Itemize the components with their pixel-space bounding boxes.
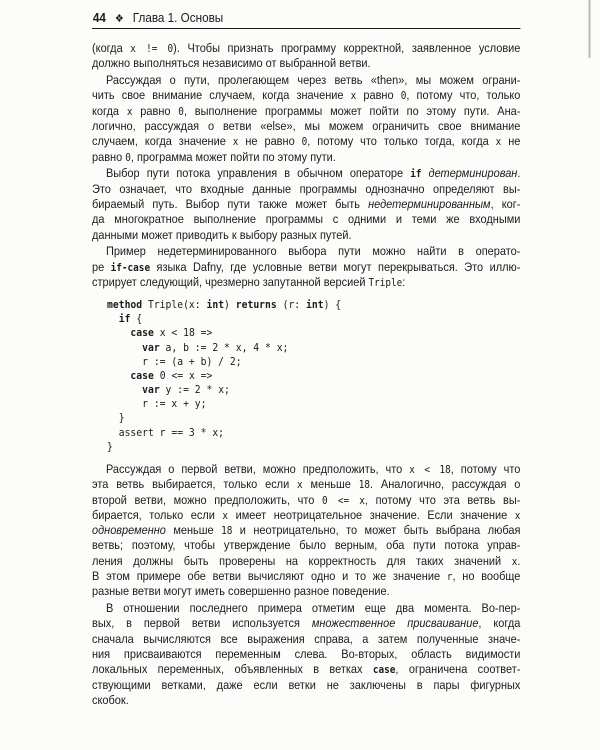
code-token [107,383,142,396]
text-run: сначала вычисляются все выражения справа, а затем полученные значе- [92,631,521,646]
code-token: r := x + y; [107,397,207,411]
code-line [107,383,520,397]
emphasis: недетерминированным [368,196,491,211]
text-run: Выбор пути потока управления в обычном операторе [105,166,411,181]
chapter-title: Глава 1. Основы [132,10,224,25]
code-token: } [107,411,125,425]
text-line [92,166,520,181]
code-line [107,341,520,355]
text-run: , потому что, только [406,88,521,103]
text-line [92,134,520,149]
text-line [92,647,520,662]
text-run: меньше [165,523,222,538]
text-line [92,41,520,56]
text-line [92,260,520,275]
paragraph [92,244,520,290]
text-line [92,632,520,647]
text-run: : [402,274,406,289]
code-token [107,312,119,325]
code-token: y := 2 * x; [159,383,230,397]
inline-code: x [511,555,518,568]
text-run: . [517,553,521,568]
text-line [92,584,520,599]
inline-code: 0 [178,105,184,118]
text-run: Это означает, что входные данные программы однозначно определяют вы- [92,181,521,196]
text-line [92,538,520,553]
code-line [107,426,520,440]
paragraph [92,462,520,600]
code-keyword: var [142,383,160,397]
text-line [92,73,520,88]
scan-edge-shadow [588,0,591,58]
text-run: бираемый путь. Выбор пути также может быть [92,196,369,211]
text-run: , потому что только тогда, когда [307,134,496,149]
inline-code: x [297,479,303,492]
text-run: , выполнение программы может пойти по этому пути. Ана- [183,103,521,118]
text-run: , но вообще [452,569,521,584]
text-run: не [501,134,521,149]
ornament-icon: ❖ [114,12,124,25]
text-run: , потому что эта ветвь вы- [364,492,521,507]
emphasis: одновременно [92,523,166,538]
code-line [107,298,520,312]
text-run: (когда [92,41,131,55]
code-keyword: returns [235,297,277,311]
text-line [92,493,520,508]
emphasis: детерминирован [428,166,518,181]
text-after-listing [92,462,520,708]
text-line [92,569,520,584]
code-token: ) [224,297,236,311]
code-token [107,326,130,339]
inline-code: 0 <= x [322,494,365,507]
text-run: равно [132,103,179,118]
text-line [92,104,520,119]
text-run: стрирует следующий, чрезмерно запутанной версией [92,274,369,289]
inline-code-keyword: if-case [110,261,151,274]
running-header [92,8,520,29]
text-line [92,523,520,538]
text-run: когда [92,103,127,118]
code-line [107,312,520,326]
inline-code: x [232,136,239,149]
text-line [92,197,520,212]
inline-code: 0 [301,136,308,149]
text-line [92,88,520,103]
text-line [92,477,520,492]
text-run: данными может приводить к выбору разных путей. [92,227,352,242]
code-line [107,411,520,425]
code-token: a, b := 2 * x, 4 * x; [159,340,289,354]
text-run: равно [92,149,126,164]
paragraph [92,166,520,242]
text-run: локальных переменных, объявленных в ветках [92,662,373,677]
code-token [107,341,142,354]
inline-code: x [350,90,357,103]
inline-code: x [514,509,521,522]
code-token: 0 <= x => [153,368,213,382]
text-line [92,150,520,165]
inline-code: 18 [358,479,370,492]
text-run: меньше [302,477,359,492]
text-run: . Аналогично, рассуждая о [369,477,521,492]
code-line [107,326,520,340]
code-keyword: int [306,297,324,311]
text-run [421,166,428,180]
text-line [92,601,520,616]
text-line [92,678,520,693]
code-line [107,355,520,369]
code-line [107,440,520,454]
text-line [92,508,520,523]
inline-code: x [222,509,229,522]
text-run: ). Чтобы признать программу корректной, заявленное условие [173,41,521,55]
code-token: x < 18 => [153,326,213,340]
inline-code: 0 [125,151,131,164]
text-run: чить свое внимание случаем, когда значение [92,88,351,103]
inline-code: r [446,571,453,584]
code-line [107,369,520,383]
text-before-listing [92,41,520,290]
inline-code: x < 18 [409,464,451,476]
text-line [92,228,520,243]
text-run: второй ветви, можно предположить, что [92,492,323,507]
text-run: , потому что [450,462,521,476]
text-line [92,554,520,569]
text-run: Пример недетерминированного выбора пути можно найти в операто- [105,244,521,259]
code-token: ) { [323,297,342,311]
text-run: логично, рассуждая о ветви «else», мы можем ограничить свое внимание [92,118,521,133]
paragraph [92,73,520,165]
code-token: } [107,439,113,453]
text-run: Рассуждая о первой ветви, можно предположить, что [105,462,410,476]
text-run: , когда [478,616,521,631]
text-run: языка Dafny, где условные ветви могут перекрываться. Это иллю- [150,259,521,274]
text-run: и неотрицательно, то может быть выбрана любая [232,523,521,538]
text-run: разные ветви могут иметь совершенно разное поведение. [92,584,390,599]
text-line [92,693,520,708]
code-line [107,397,520,411]
code-keyword: case [130,326,154,340]
code-token: assert r == 3 * x; [107,425,225,439]
inline-code-keyword: case [372,664,396,677]
text-run: ления должны быть проверены на корректность для таких значений [92,553,512,568]
text-line [92,119,520,134]
code-listing [92,298,520,454]
inline-code: x [495,136,502,149]
text-run: В отношении последнего примера отметим еще два момента. Во-пер- [105,601,521,616]
text-run: ре [92,259,111,274]
text-run: ствующими ветками, даже если ветки не заключены в пары фигурных [92,677,521,692]
code-token: Triple(x: [142,297,207,311]
text-run: . [517,166,521,181]
text-run: ния присваиваются переменным слева. Во-вторых, область видимости [92,647,521,662]
inline-code-keyword: if [410,168,422,181]
text-run: , ограничена соответ- [395,662,521,677]
book-page [92,0,520,750]
code-token [107,369,130,382]
body-text [92,41,520,708]
text-line [92,182,520,197]
text-run: да многократное выполнение программы с одними и теми же входными [92,212,521,227]
text-line [92,212,520,227]
code-keyword: var [142,340,160,354]
text-line [92,56,520,71]
text-run: эта ветвь выбирается, только если [92,477,298,492]
text-run: , ког- [490,196,521,211]
inline-code: Triple [368,276,403,289]
text-run: равно [356,88,401,103]
text-line [92,662,520,677]
paragraph [92,41,520,72]
text-line [92,616,520,631]
inline-code: 18 [221,525,233,538]
text-run: скобок. [92,692,129,707]
text-run: ветвь; поэтому, чтобы утверждение было верным, оба пути потока управ- [92,538,521,553]
text-run: вых, в первой ветви используется [92,616,312,631]
code-token: r := (a + b) / 2; [107,354,242,368]
text-run: не равно [238,134,302,149]
page-number: 44 [92,10,106,25]
text-run: Рассуждая о пути, пролегающем через ветвь «then», мы можем ограни- [105,73,521,88]
code-token: { [130,312,143,326]
text-run: В этом примере обе ветви вычисляют одно и то же значение [92,569,447,584]
emphasis: множественное присваивание [311,616,479,631]
text-run: бирается, только если [92,507,223,522]
text-run: должно выполняться независимо от выбранной ветви. [92,56,371,71]
text-line [92,275,520,290]
inline-code: x [126,105,133,118]
paragraph [92,601,520,708]
code-keyword: int [206,297,225,311]
code-keyword: method [107,297,143,311]
code-token: (r: [276,297,307,311]
code-keyword: case [130,368,154,382]
inline-code: x != 0 [130,43,174,55]
text-line [92,244,520,259]
code-keyword: if [118,312,131,326]
text-line [92,462,520,477]
text-run: имеет неотрицательное значение. Если значение [228,507,515,522]
inline-code: 0 [400,90,407,103]
text-run: случаем, когда значение [92,134,233,149]
text-run: , программа может пойти по этому пути. [130,149,336,164]
